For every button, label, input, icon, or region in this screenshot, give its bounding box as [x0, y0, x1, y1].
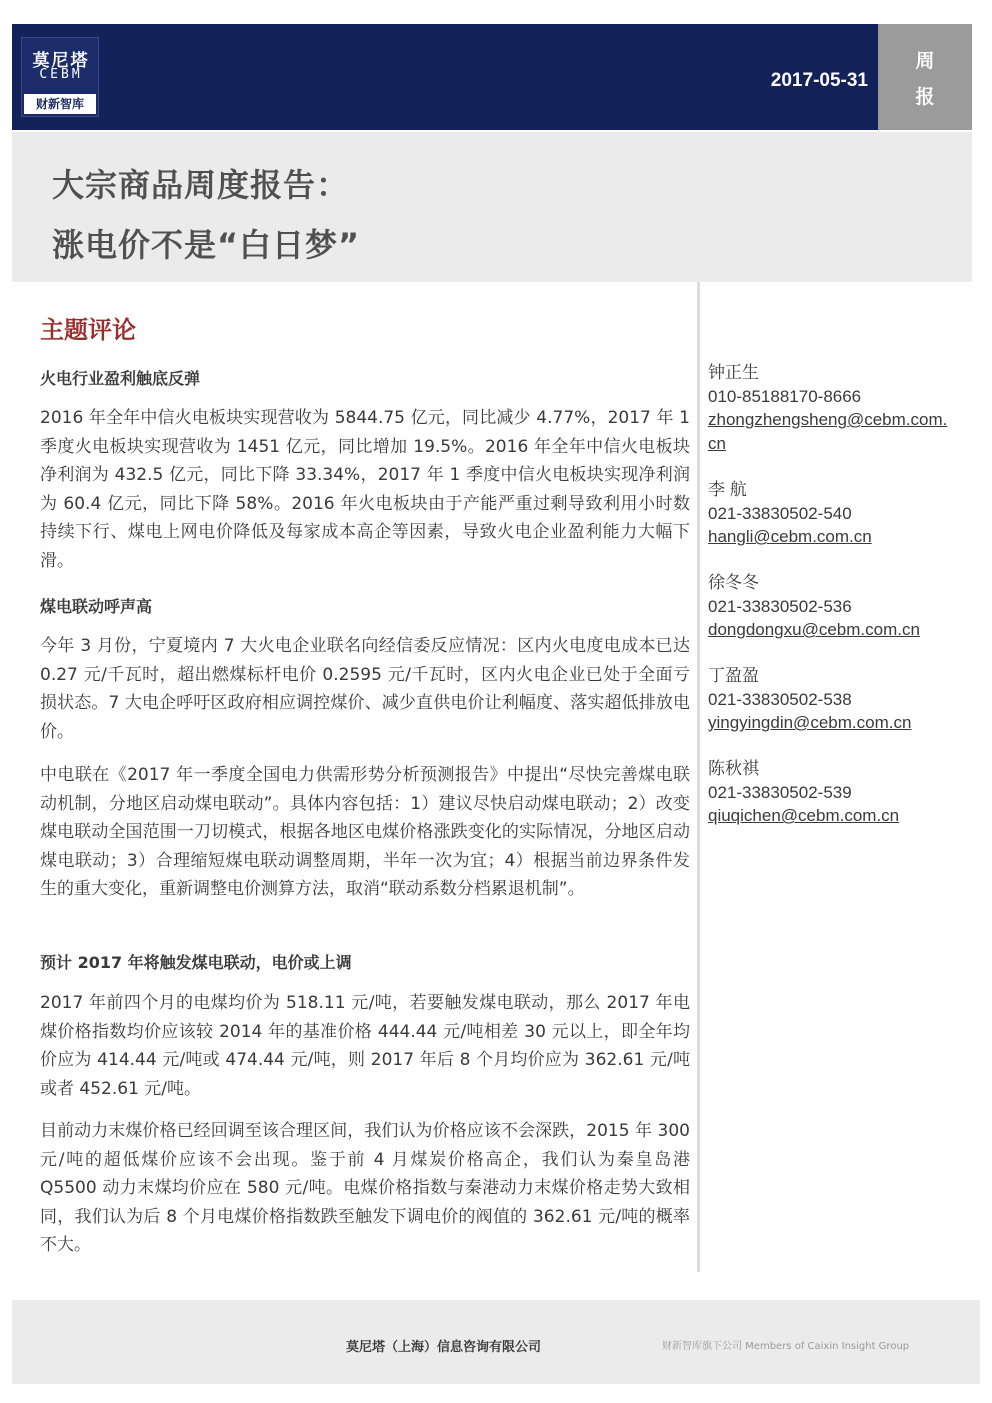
- section-title: 主题评论: [40, 316, 136, 344]
- paragraph-2: 今年 3 月份，宁夏境内 7 大火电企业联名向经信委反应情况：区内火电度电成本已达 0.27 元/千瓦时，超出燃煤标杆电价 0.2595 元/千瓦时，区内火电企业已处于全面亏损状态。7 大电企呼吁区政府相应调控煤价、减少直供电价让利幅度、落实超低排放电价。: [40, 636, 690, 742]
- analyst-contact: [708, 361, 948, 455]
- title-band: [12, 132, 972, 282]
- analyst-email-link[interactable]: hangli@cebm.com.cn: [708, 527, 872, 546]
- report-title-line-1: 大宗商品周度报告：: [52, 166, 350, 204]
- paragraph-1: 2016 年全年中信火电板块实现营收为 5844.75 亿元，同比减少 4.77%，2017 年 1 季度火电板块实现营收为 1451 亿元，同比增加 19.5%。2016 年全年中信火电板块净利润为 432.5 亿元，同比下降 33.34%，2017 年 1 季度中信火电板块实现净利润为 60.4 亿元，同比下降 58%。2016 年火电板块由于产能严重过剩导致利用小时数持续下行、煤电上网电价降低及每家成本高企等因素，导致火电企业盈利能力大幅下滑。: [40, 408, 690, 571]
- analyst-phone: 010-85188170-8666: [708, 386, 862, 406]
- brand-logo: [21, 37, 99, 117]
- report-date: 2017-05-31: [770, 70, 868, 91]
- analyst-name: 钟正生: [708, 363, 759, 382]
- paragraph-4: 2017 年前四个月的电煤均价为 518.11 元/吨，若要触发煤电联动，那么 2017 年电煤价格指数均价应该较 2014 年的基准价格 444.44 元/吨相差 30 元以上，即全年均价应为 414.44 元/吨或 474.44 元/吨，则 2017 年后 8 个月均价应为 362.61 元/吨或者 452.61 元/吨。: [40, 993, 690, 1099]
- analyst-phone: 021-33830502-540: [708, 503, 852, 523]
- analyst-email-link[interactable]: zhongzhengsheng@cebm.com.cn: [708, 410, 948, 453]
- analyst-email-link[interactable]: dongdongxu@cebm.com.cn: [708, 620, 920, 639]
- footer-company-name: 莫尼塔（上海）信息咨询有限公司: [346, 1340, 542, 1355]
- footer-group-note: 财新智库旗下公司 Members of Caixin Insight Group: [662, 1341, 910, 1352]
- header-band: [12, 24, 878, 130]
- analyst-email-link[interactable]: yingyingdin@cebm.com.cn: [708, 713, 912, 732]
- analyst-phone: 021-33830502-539: [708, 782, 852, 802]
- analyst-name: 李 航: [708, 480, 747, 499]
- analyst-name: 丁盈盈: [708, 666, 759, 685]
- report-title-line-2: 涨电价不是“白日梦”: [52, 226, 361, 264]
- logo-english-name: CEBM: [39, 67, 83, 82]
- analyst-contact: [708, 757, 948, 828]
- report-type-char-2: 报: [915, 86, 935, 108]
- analyst-contact: [708, 478, 948, 549]
- column-divider: [697, 282, 700, 1272]
- analyst-email-link[interactable]: qiuqichen@cebm.com.cn: [708, 806, 900, 825]
- paragraph-3: 中电联在《2017 年一季度全国电力供需形势分析预测报告》中提出“尽快完善煤电联动机制，分地区启动煤电联动”。具体内容包括：1）建议尽快启动煤电联动；2）改变煤电联动全国范围一刀切模式，根据各地区电煤价格涨跌变化的实际情况，分地区启动煤电联动；3）合理缩短煤电联动调整周期，半年一次为宜；4）根据当前边界条件发生的重大变化，重新调整电价测算方法，取消“联动系数分档累退机制”。: [40, 765, 690, 899]
- analyst-phone: 021-33830502-538: [708, 689, 852, 709]
- logo-chinese-name: 莫尼塔: [32, 51, 90, 71]
- analyst-name: 陈秋祺: [708, 759, 759, 778]
- analyst-contact: [708, 664, 948, 735]
- logo-subtitle: 财新智库: [24, 94, 96, 114]
- paragraph-5: 目前动力末煤价格已经回调至该合理区间，我们认为价格应该不会深跌，2015 年 300 元/吨的超低煤价应该不会出现。鉴于前 4 月煤炭价格高企，我们认为秦皇岛港 Q5500 动力末煤均价应在 580 元/吨。电煤价格指数与秦港动力末煤价格走势大致相同，我们认为后 8 个月电煤价格指数跌至触发下调电价的阀值的 362.61 元/吨的概率不大。: [40, 1121, 691, 1255]
- analyst-contact: [708, 571, 948, 642]
- subheading-3: 预计 2017 年将触发煤电联动，电价或上调: [40, 953, 352, 972]
- analyst-phone: 021-33830502-536: [708, 596, 852, 616]
- analyst-name: 徐冬冬: [708, 573, 759, 592]
- report-type-tab: [878, 24, 972, 130]
- subheading-1: 火电行业盈利触底反弹: [40, 369, 201, 388]
- subheading-2: 煤电联动呼声高: [40, 597, 153, 616]
- report-type-char-1: 周: [915, 50, 935, 72]
